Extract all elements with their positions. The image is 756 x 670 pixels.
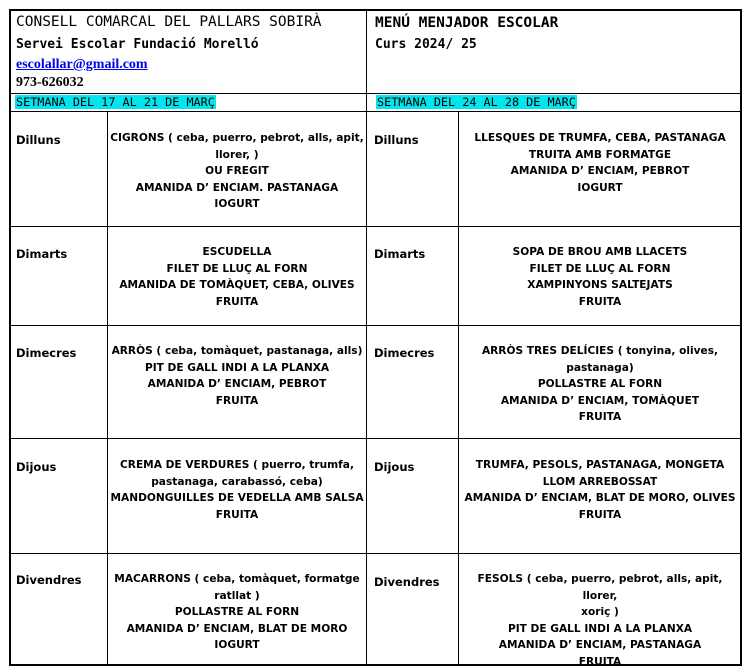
day-label: Dimecres <box>16 346 77 360</box>
week-label-1: SETMANA DEL 17 AL 21 DE MARÇ <box>16 95 215 109</box>
menu-cell <box>459 244 741 310</box>
menu-line: LLOM ARREBOSSAT <box>542 475 658 488</box>
course-label: Curs 2024/ 25 <box>375 37 477 52</box>
week-label-divider <box>10 111 741 112</box>
menu-line: AMANIDA D’ ENCIAM, PEBROT <box>510 165 690 177</box>
menu-cell <box>459 130 741 196</box>
menu-line: FILET DE LLUÇ AL FORN <box>166 262 308 275</box>
org-title: CONSELL COMARCAL DEL PALLARS SOBIRÀ <box>16 14 322 30</box>
menu-line: FRUITA <box>578 655 622 668</box>
row-divider <box>10 325 741 326</box>
menu-line: pastanaga, carabassó, ceba) <box>151 475 323 488</box>
menu-line: FILET DE LLUÇ AL FORN <box>529 262 671 275</box>
menu-line: ESCUDELLA <box>202 246 272 258</box>
menu-line: pastanaga) <box>566 361 634 374</box>
menu-line: TRUMFA, PESOLS, PASTANAGA, MONGETA <box>475 459 725 471</box>
menu-line: CREMA DE VERDURES ( puerro, trumfa, <box>120 459 354 471</box>
menu-line: PIT DE GALL INDI A LA PLANXA <box>144 361 330 374</box>
menu-line: IOGURT <box>214 198 260 210</box>
day-label: Dijous <box>374 460 415 474</box>
menu-cell <box>459 457 741 523</box>
menu-line: ARRÒS ( ceba, tomàquet, pastanaga, alls) <box>111 345 363 357</box>
menu-cell <box>108 457 366 523</box>
row-divider <box>10 226 741 227</box>
menu-line: AMANIDA D’ ENCIAM. PASTANAGA <box>135 181 339 194</box>
day-label: Dilluns <box>16 133 61 147</box>
menu-cell <box>108 343 366 409</box>
menu-line: FRUITA <box>215 508 259 521</box>
menu-cell <box>459 571 741 670</box>
menu-line: OU FREGIT <box>205 165 269 177</box>
day-label: Dimarts <box>374 247 426 261</box>
week-label-2: SETMANA DEL 24 AL 28 DE MARÇ <box>377 95 576 109</box>
menu-line: FESOLS ( ceba, puerro, pebrot, alls, apit, llorer, <box>477 573 723 602</box>
menu-line: ratllat ) <box>214 589 260 602</box>
menu-line: AMANIDA DE TOMÀQUET, CEBA, OLIVES <box>119 279 355 291</box>
menu-line: XAMPINYONS SALTEJATS <box>527 279 673 291</box>
row-divider <box>10 438 741 439</box>
menu-line: FRUITA <box>578 295 622 308</box>
menu-cell <box>108 244 366 310</box>
menu-line: MACARRONS ( ceba, tomàquet, formatge <box>114 573 360 585</box>
day-label: Dilluns <box>374 133 419 147</box>
menu-cell <box>108 571 366 654</box>
menu-line: CIGRONS ( ceba, puerro, pebrot, alls, apit, <box>110 132 364 144</box>
week-column-divider <box>366 10 367 665</box>
day-label: Divendres <box>374 575 440 589</box>
menu-line: FRUITA <box>578 508 622 521</box>
menu-line: AMANIDA D’ ENCIAM, TOMÀQUET <box>500 394 700 407</box>
menu-line: xoriç ) <box>581 606 619 618</box>
menu-line: llorer, ) <box>215 148 259 161</box>
menu-line: AMANIDA D’ ENCIAM, BLAT DE MORO, OLIVES <box>464 492 736 504</box>
day-label: Dimarts <box>16 247 68 261</box>
menu-line: MANDONGUILLES DE VEDELLA AMB SALSA <box>110 492 364 504</box>
menu-line: PIT DE GALL INDI A LA PLANXA <box>507 622 693 635</box>
menu-cell <box>108 130 366 213</box>
menu-title: MENÚ MENJADOR ESCOLAR <box>375 15 559 31</box>
menu-line: FRUITA <box>215 394 259 407</box>
menu-cell <box>459 343 741 426</box>
service-name: Servei Escolar Fundació Morelló <box>16 37 259 52</box>
menu-line: POLLASTRE AL FORN <box>174 606 300 618</box>
menu-line: ARRÒS TRES DELÍCIES ( tonyina, olives, <box>481 345 719 357</box>
day-label: Divendres <box>16 573 82 587</box>
menu-line: FRUITA <box>215 295 259 308</box>
menu-line: FRUITA <box>578 411 622 423</box>
menu-line: POLLASTRE AL FORN <box>537 378 663 390</box>
menu-line: SOPA DE BROU AMB LLACETS <box>512 246 688 258</box>
menu-line: LLESQUES DE TRUMFA, CEBA, PASTANAGA <box>474 132 726 144</box>
day-label: Dimecres <box>374 346 435 360</box>
email-link[interactable]: escolallar@gmail.com <box>16 57 148 72</box>
header-divider <box>10 93 741 94</box>
row-divider <box>10 553 741 554</box>
menu-line: AMANIDA D’ ENCIAM, PASTANAGA <box>498 639 702 651</box>
day-label: Dijous <box>16 460 57 474</box>
menu-line: IOGURT <box>577 181 623 194</box>
menu-line: AMANIDA D’ ENCIAM, BLAT DE MORO <box>126 622 348 635</box>
phone-number: 973-626032 <box>16 75 84 90</box>
menu-line: IOGURT <box>214 639 260 651</box>
menu-line: AMANIDA D’ ENCIAM, PEBROT <box>147 378 327 390</box>
menu-line: TRUITA AMB FORMATGE <box>528 148 672 161</box>
